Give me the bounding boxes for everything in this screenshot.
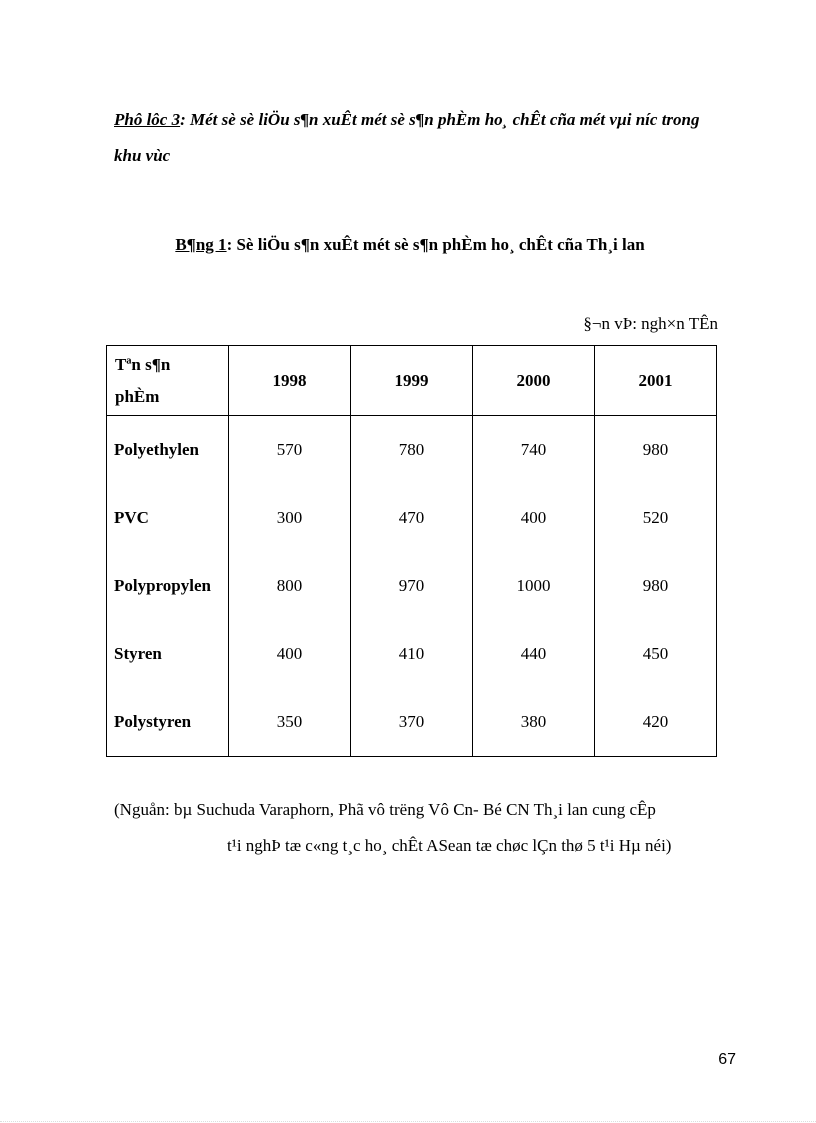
table-cell: 400 bbox=[229, 620, 351, 688]
table-cell: 450 bbox=[595, 620, 717, 688]
product-name: Polystyren bbox=[107, 688, 229, 757]
table-cell: 970 bbox=[351, 552, 473, 620]
product-name: Polypropylen bbox=[107, 552, 229, 620]
header-year: 1998 bbox=[229, 346, 351, 416]
table-header-row bbox=[107, 346, 717, 416]
table-cell: 800 bbox=[229, 552, 351, 620]
header-product bbox=[107, 346, 229, 416]
header-product-line1: Tªn s¶n bbox=[115, 354, 171, 374]
product-name: Styren bbox=[107, 620, 229, 688]
header-product-line2: phÈm bbox=[115, 386, 160, 406]
table-caption-label: B¶ng 1 bbox=[175, 235, 227, 254]
page-number: 67 bbox=[718, 1051, 736, 1068]
table-cell: 780 bbox=[351, 416, 473, 485]
page-bottom-divider bbox=[0, 1121, 816, 1122]
table-row bbox=[107, 552, 717, 620]
header-year: 2001 bbox=[595, 346, 717, 416]
table-cell: 380 bbox=[473, 688, 595, 757]
table-cell: 1000 bbox=[473, 552, 595, 620]
table-row bbox=[107, 620, 717, 688]
source-note bbox=[114, 792, 754, 864]
table-cell: 370 bbox=[351, 688, 473, 757]
table-row bbox=[107, 688, 717, 757]
table-cell: 980 bbox=[595, 552, 717, 620]
table-cell: 740 bbox=[473, 416, 595, 485]
table-cell: 440 bbox=[473, 620, 595, 688]
table-cell: 570 bbox=[229, 416, 351, 485]
product-name: PVC bbox=[107, 484, 229, 552]
table-row bbox=[107, 484, 717, 552]
table-caption-text: : Sè liÖu s¶n xuÊt mét sè s¶n phÈm ho¸ chÊt cña Th¸i lan bbox=[226, 235, 645, 254]
table-cell: 350 bbox=[229, 688, 351, 757]
header-year: 2000 bbox=[473, 346, 595, 416]
table-cell: 420 bbox=[595, 688, 717, 757]
header-year: 1999 bbox=[351, 346, 473, 416]
production-table bbox=[106, 345, 717, 757]
table-row bbox=[107, 416, 717, 485]
appendix-heading bbox=[114, 102, 726, 174]
source-line-1: (Nguån: bµ Suchuda Varaphorn, Phã vô trëng Vô Cn- Bé CN Th¸i lan cung cÊp bbox=[114, 800, 656, 819]
product-name: Polyethylen bbox=[107, 416, 229, 485]
source-line-2: t¹i nghÞ tæ c«ng t¸c ho¸ chÊt ASean tæ chøc lÇn thø 5 t¹i Hµ néi) bbox=[227, 836, 672, 855]
table-caption bbox=[0, 235, 816, 255]
appendix-text: : Mét sè sè liÖu s¶n xuÊt mét sè s¶n phÈm ho¸ chÊt cña mét vµi níc trong khu vùc bbox=[114, 110, 700, 165]
table-cell: 980 bbox=[595, 416, 717, 485]
table-cell: 520 bbox=[595, 484, 717, 552]
table-cell: 300 bbox=[229, 484, 351, 552]
table-cell: 410 bbox=[351, 620, 473, 688]
table-cell: 470 bbox=[351, 484, 473, 552]
appendix-label: Phô lôc 3 bbox=[114, 110, 181, 129]
table-cell: 400 bbox=[473, 484, 595, 552]
unit-note: §¬n vÞ: ngh×n TÊn bbox=[583, 314, 718, 333]
